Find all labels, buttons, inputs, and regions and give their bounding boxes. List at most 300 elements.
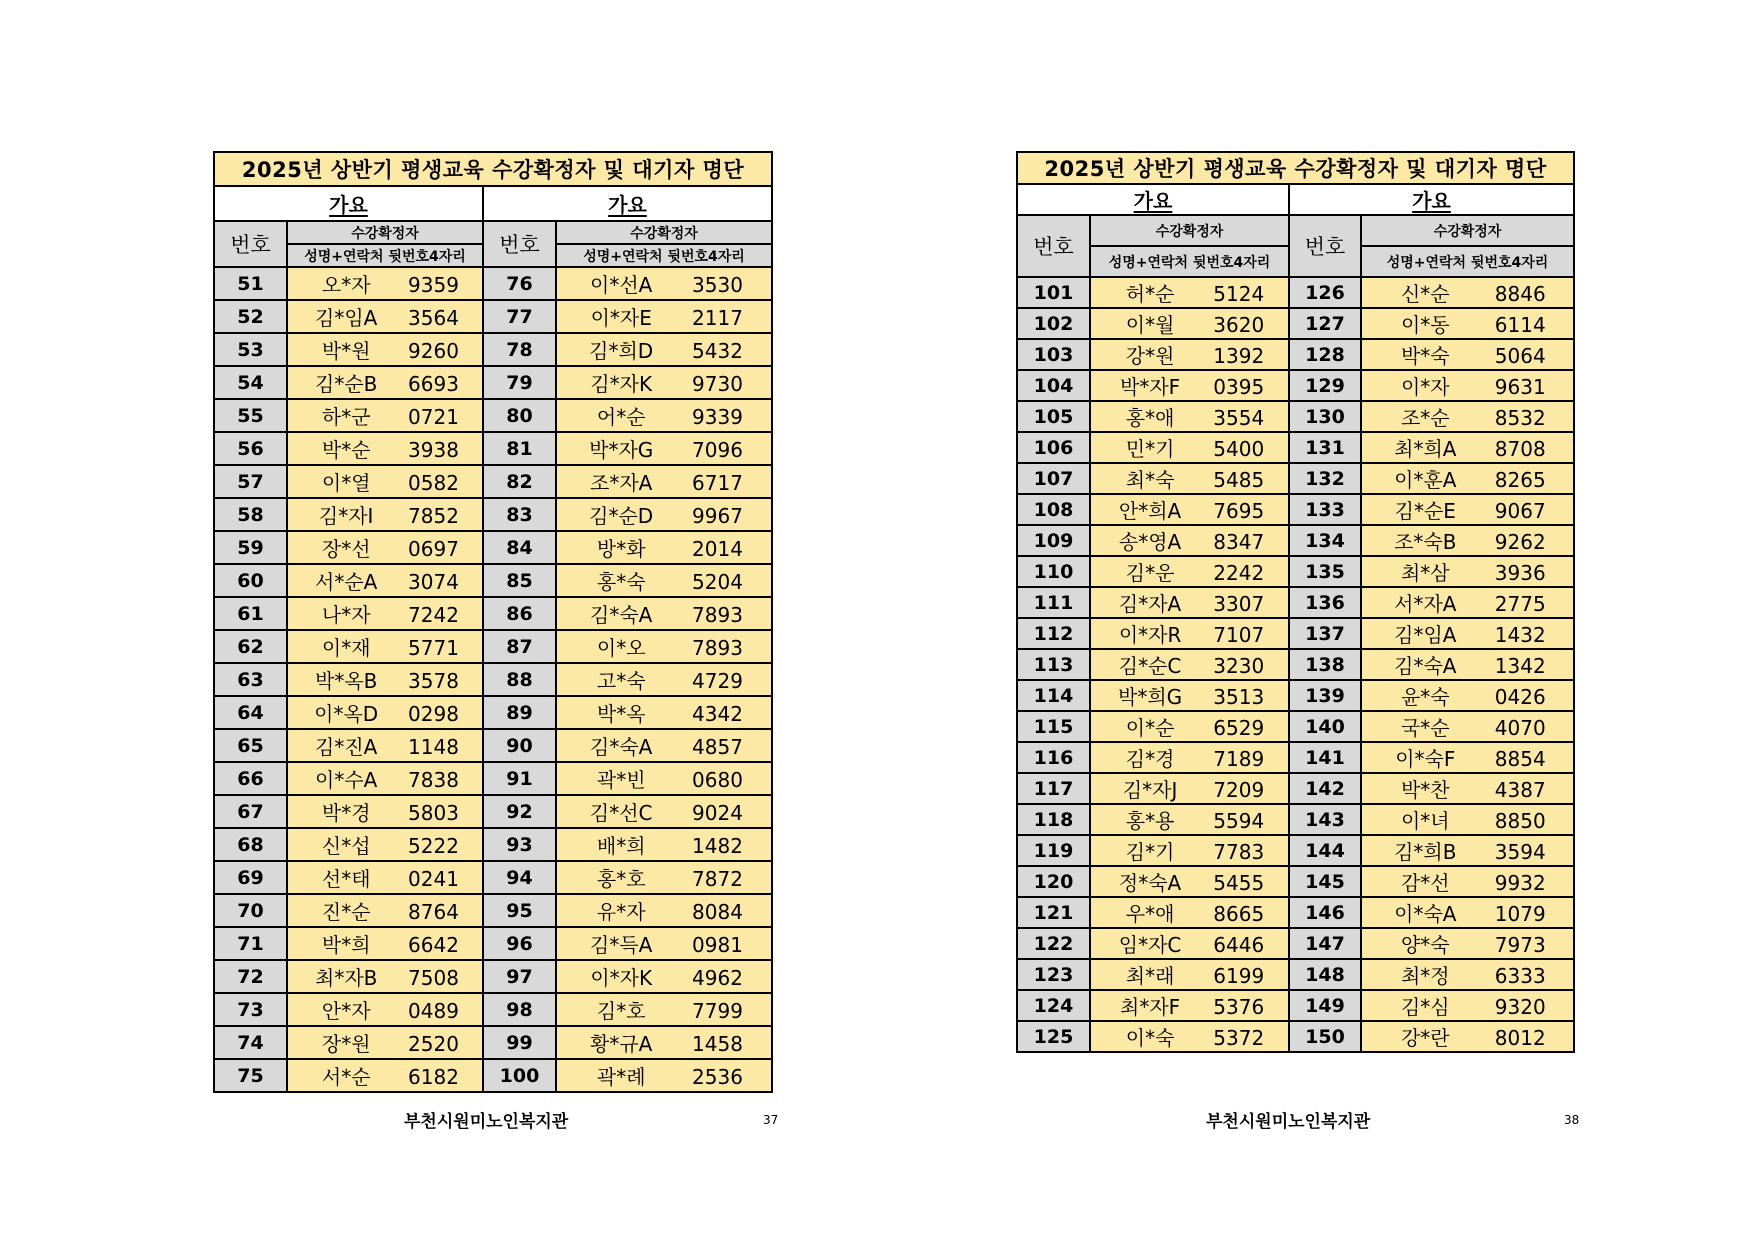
participant-name: 방*화 [596,537,646,561]
participant-cell [1090,990,1289,1021]
table-row [214,465,772,498]
participant-cell [1361,587,1574,618]
phone-last4: 7189 [1213,747,1265,771]
phone-last4: 1458 [692,1032,743,1056]
participant-cell [556,795,772,828]
table-row [1017,959,1574,990]
row-number: 86 [483,597,556,630]
phone-last4: 3530 [692,273,743,297]
section-label-right: 가요 [1289,184,1574,215]
phone-last4: 2520 [408,1032,459,1056]
column-header-confirmed: 수강확정자 [287,221,483,244]
participant-cell [287,564,483,597]
participant-name: 곽*례 [596,1065,646,1089]
participant-name: 이*숙 [1125,1026,1175,1050]
participant-cell [556,696,772,729]
participant-cell [1090,308,1289,339]
participant-cell [1361,804,1574,835]
row-number: 123 [1017,959,1090,990]
row-number: 125 [1017,1021,1090,1052]
phone-last4: 9631 [1494,375,1546,399]
phone-last4: 8532 [1494,406,1546,430]
column-header-number: 번호 [214,221,287,267]
column-header-number: 번호 [1017,215,1090,277]
participant-cell [1361,959,1574,990]
participant-cell [287,399,483,432]
phone-last4: 6114 [1494,313,1546,337]
row-number: 71 [214,927,287,960]
phone-last4: 5485 [1213,468,1265,492]
participant-cell [1361,742,1574,773]
phone-last4: 9359 [408,273,459,297]
phone-last4: 1482 [692,834,743,858]
section-label-right: 가요 [483,186,772,221]
participant-cell [1090,339,1289,370]
table-row [214,828,772,861]
participant-name: 김*자K [590,372,653,396]
table-row [214,333,772,366]
participant-name: 허*순 [1125,282,1175,306]
participant-cell [1090,866,1289,897]
phone-last4: 2242 [1213,561,1265,585]
participant-name: 양*숙 [1400,933,1450,957]
phone-last4: 5204 [692,570,743,594]
participant-cell [1090,711,1289,742]
phone-last4: 7893 [692,603,743,627]
row-number: 84 [483,531,556,564]
row-number: 137 [1289,618,1361,649]
row-number: 100 [483,1059,556,1092]
column-header-detail: 성명+연락처 뒷번호4자리 [556,244,772,267]
table-row [1017,804,1574,835]
participant-cell [287,861,483,894]
participant-name: 최*래 [1125,964,1175,988]
phone-last4: 5124 [1213,282,1265,306]
row-number: 105 [1017,401,1090,432]
row-number: 59 [214,531,287,564]
row-number: 141 [1289,742,1361,773]
participant-cell [1090,618,1289,649]
table-row [1017,773,1574,804]
participant-name: 김*순C [1118,654,1182,678]
phone-last4: 9024 [692,801,743,825]
phone-last4: 3594 [1494,840,1546,864]
row-number: 89 [483,696,556,729]
participant-name: 최*숙 [1125,468,1175,492]
participant-cell [1361,680,1574,711]
participant-cell [287,894,483,927]
row-number: 63 [214,663,287,696]
phone-last4: 0395 [1213,375,1265,399]
roster-table [213,151,773,1093]
phone-last4: 8012 [1494,1026,1546,1050]
table-row [214,564,772,597]
participant-cell [1361,401,1574,432]
table-row [214,663,772,696]
participant-name: 최*정 [1400,964,1450,988]
row-number: 64 [214,696,287,729]
participant-name: 김*심 [1400,995,1450,1019]
participant-cell [1361,866,1574,897]
phone-last4: 7096 [692,438,743,462]
participant-name: 황*규A [590,1032,653,1056]
row-number: 114 [1017,680,1090,711]
phone-last4: 0489 [408,999,459,1023]
table-row [214,498,772,531]
participant-name: 강*란 [1400,1026,1450,1050]
participant-name: 정*숙A [1118,871,1182,895]
table-row [1017,1021,1574,1052]
participant-name: 이*숙F [1395,747,1456,771]
table-row [1017,587,1574,618]
participant-cell [1090,959,1289,990]
participant-name: 김*희B [1394,840,1457,864]
phone-last4: 9262 [1494,530,1546,554]
participant-cell [556,828,772,861]
participant-cell [287,366,483,399]
table-title: 2025년 상반기 평생교육 수강확정자 및 대기자 명단 [1017,152,1574,184]
phone-last4: 5455 [1213,871,1265,895]
participant-cell [1361,556,1574,587]
phone-last4: 8084 [692,900,743,924]
participant-cell [556,399,772,432]
participant-cell [556,366,772,399]
participant-cell [556,267,772,300]
table-row [1017,339,1574,370]
row-number: 97 [483,960,556,993]
participant-name: 홍*애 [1125,406,1175,430]
row-number: 109 [1017,525,1090,556]
phone-last4: 3936 [1494,561,1546,585]
participant-name: 선*태 [321,867,371,891]
page-37 [213,151,773,1093]
participant-name: 이*숙A [1394,902,1457,926]
participant-cell [556,993,772,1026]
participant-name: 이*열 [321,471,371,495]
participant-cell [556,630,772,663]
column-header-number: 번호 [1289,215,1361,277]
row-number: 112 [1017,618,1090,649]
table-title: 2025년 상반기 평생교육 수강확정자 및 대기자 명단 [214,152,772,186]
phone-last4: 8347 [1213,530,1265,554]
table-row [214,630,772,663]
table-row [214,399,772,432]
row-number: 129 [1289,370,1361,401]
participant-name: 김*숙A [590,603,653,627]
table-row [214,597,772,630]
participant-cell [556,498,772,531]
participant-cell [287,267,483,300]
phone-last4: 3074 [408,570,459,594]
participant-name: 서*순A [315,570,378,594]
participant-cell [1090,804,1289,835]
phone-last4: 8854 [1494,747,1546,771]
row-number: 90 [483,729,556,762]
row-number: 80 [483,399,556,432]
row-number: 144 [1289,835,1361,866]
phone-last4: 4070 [1494,716,1546,740]
phone-last4: 4387 [1494,778,1546,802]
row-number: 94 [483,861,556,894]
participant-name: 하*군 [321,405,371,429]
participant-cell [1090,587,1289,618]
phone-last4: 0426 [1494,685,1546,709]
table-row [214,531,772,564]
row-number: 146 [1289,897,1361,928]
participant-name: 이*훈A [1394,468,1457,492]
participant-cell [1090,401,1289,432]
phone-last4: 1148 [408,735,459,759]
row-number: 79 [483,366,556,399]
phone-last4: 5064 [1494,344,1546,368]
table-row [1017,370,1574,401]
phone-last4: 5376 [1213,995,1265,1019]
participant-cell [556,894,772,927]
phone-last4: 0721 [408,405,459,429]
row-number: 77 [483,300,556,333]
participant-cell [1361,711,1574,742]
phone-last4: 0298 [408,702,459,726]
row-number: 134 [1289,525,1361,556]
participant-name: 이*자 [1400,375,1450,399]
phone-last4: 9932 [1494,871,1546,895]
participant-name: 신*섭 [321,834,371,858]
phone-last4: 7695 [1213,499,1265,523]
section-label-left: 가요 [1017,184,1289,215]
participant-cell [1361,494,1574,525]
participant-cell [287,630,483,663]
participant-name: 우*애 [1125,902,1175,926]
participant-cell [287,1026,483,1059]
row-number: 147 [1289,928,1361,959]
participant-name: 김*희D [589,339,654,363]
participant-cell [1090,556,1289,587]
participant-cell [1361,277,1574,308]
participant-name: 김*임A [1394,623,1457,647]
participant-cell [1361,649,1574,680]
participant-cell [287,1059,483,1092]
table-row [1017,556,1574,587]
phone-last4: 8708 [1494,437,1546,461]
participant-cell [287,828,483,861]
phone-last4: 6529 [1213,716,1265,740]
section-label-left: 가요 [214,186,483,221]
phone-last4: 0582 [408,471,459,495]
participant-cell [287,333,483,366]
phone-last4: 9260 [408,339,459,363]
phone-last4: 7838 [408,768,459,792]
participant-cell [1090,742,1289,773]
participant-cell [1361,618,1574,649]
participant-cell [1361,897,1574,928]
row-number: 60 [214,564,287,597]
table-row [1017,711,1574,742]
participant-name: 박*옥 [596,702,646,726]
footer-organization: 부천시원미노인복지관 [1206,1112,1371,1132]
row-number: 122 [1017,928,1090,959]
participant-name: 김*선C [589,801,653,825]
participant-cell [1361,835,1574,866]
table-row [214,894,772,927]
table-row [1017,928,1574,959]
row-number: 70 [214,894,287,927]
phone-last4: 2536 [692,1065,743,1089]
row-number: 108 [1017,494,1090,525]
participant-cell [556,663,772,696]
page-number: 38 [1564,1113,1580,1127]
participant-cell [287,762,483,795]
table-row [214,861,772,894]
column-header-confirmed: 수강확정자 [556,221,772,244]
participant-cell [556,729,772,762]
phone-last4: 3564 [408,306,459,330]
participant-name: 조*숙B [1394,530,1457,554]
participant-cell [287,993,483,1026]
participant-cell [1090,525,1289,556]
column-header-detail: 성명+연락처 뒷번호4자리 [1090,246,1289,277]
row-number: 118 [1017,804,1090,835]
row-number: 87 [483,630,556,663]
row-number: 150 [1289,1021,1361,1052]
participant-cell [556,927,772,960]
row-number: 83 [483,498,556,531]
participant-cell [1361,370,1574,401]
row-number: 78 [483,333,556,366]
row-number: 88 [483,663,556,696]
roster-table [1016,151,1575,1053]
participant-cell [556,762,772,795]
row-number: 111 [1017,587,1090,618]
phone-last4: 0680 [692,768,743,792]
row-number: 128 [1289,339,1361,370]
participant-name: 김*순D [589,504,654,528]
phone-last4: 5372 [1213,1026,1265,1050]
participant-name: 곽*빈 [596,768,646,792]
column-header-detail: 성명+연락처 뒷번호4자리 [287,244,483,267]
row-number: 92 [483,795,556,828]
table-row [1017,432,1574,463]
column-header-confirmed: 수강확정자 [1361,215,1574,246]
row-number: 133 [1289,494,1361,525]
participant-name: 김*숙A [590,735,653,759]
participant-name: 최*자B [315,966,378,990]
footer-organization: 부천시원미노인복지관 [404,1112,569,1132]
row-number: 55 [214,399,287,432]
participant-name: 장*선 [321,537,371,561]
row-number: 66 [214,762,287,795]
phone-last4: 6182 [408,1065,459,1089]
phone-last4: 7209 [1213,778,1265,802]
participant-name: 이*동 [1400,313,1450,337]
table-row [214,267,772,300]
participant-cell [1090,897,1289,928]
table-row [1017,463,1574,494]
participant-name: 이*순 [1125,716,1175,740]
phone-last4: 5432 [692,339,743,363]
participant-name: 조*자A [590,471,653,495]
participant-name: 최*삼 [1400,561,1450,585]
participant-cell [287,663,483,696]
participant-name: 서*자A [1394,592,1457,616]
table-row [214,993,772,1026]
participant-cell [556,1059,772,1092]
participant-cell [1090,432,1289,463]
participant-name: 최*자F [1120,995,1181,1019]
row-number: 124 [1017,990,1090,1021]
row-number: 138 [1289,649,1361,680]
participant-name: 김*자I [318,504,374,528]
row-number: 81 [483,432,556,465]
table-row [214,795,772,828]
participant-name: 김*호 [596,999,646,1023]
participant-name: 박*원 [321,339,371,363]
phone-last4: 9320 [1494,995,1546,1019]
row-number: 72 [214,960,287,993]
row-number: 96 [483,927,556,960]
row-number: 82 [483,465,556,498]
participant-name: 이*자E [590,306,652,330]
participant-cell [1090,277,1289,308]
participant-cell [287,465,483,498]
participant-cell [1361,1021,1574,1052]
participant-name: 김*자A [1118,592,1182,616]
participant-name: 오*자 [321,273,371,297]
participant-name: 홍*숙 [596,570,646,594]
phone-last4: 9339 [692,405,743,429]
row-number: 76 [483,267,556,300]
participant-cell [556,960,772,993]
phone-last4: 1392 [1213,344,1265,368]
phone-last4: 7872 [692,867,743,891]
row-number: 52 [214,300,287,333]
participant-name: 이*재 [321,636,371,660]
row-number: 56 [214,432,287,465]
participant-name: 국*순 [1400,716,1450,740]
participant-name: 이*수A [315,768,378,792]
phone-last4: 7508 [408,966,459,990]
row-number: 93 [483,828,556,861]
row-number: 61 [214,597,287,630]
participant-cell [556,333,772,366]
row-number: 106 [1017,432,1090,463]
row-number: 148 [1289,959,1361,990]
phone-last4: 3307 [1213,592,1265,616]
phone-last4: 3513 [1213,685,1265,709]
participant-name: 최*희A [1394,437,1457,461]
table-row [1017,742,1574,773]
participant-cell [287,498,483,531]
table-row [214,1059,772,1092]
participant-cell [1090,835,1289,866]
table-row [1017,525,1574,556]
row-number: 91 [483,762,556,795]
row-number: 132 [1289,463,1361,494]
row-number: 102 [1017,308,1090,339]
phone-last4: 6642 [408,933,459,957]
participant-name: 홍*호 [596,867,646,891]
row-number: 145 [1289,866,1361,897]
participant-cell [1090,463,1289,494]
participant-name: 박*숙 [1400,344,1450,368]
column-header-confirmed: 수강확정자 [1090,215,1289,246]
table-row [214,960,772,993]
participant-cell [1361,525,1574,556]
row-number: 139 [1289,680,1361,711]
participant-name: 박*희G [1118,685,1183,709]
participant-name: 김*자J [1122,778,1178,802]
participant-name: 진*순 [321,900,371,924]
row-number: 143 [1289,804,1361,835]
